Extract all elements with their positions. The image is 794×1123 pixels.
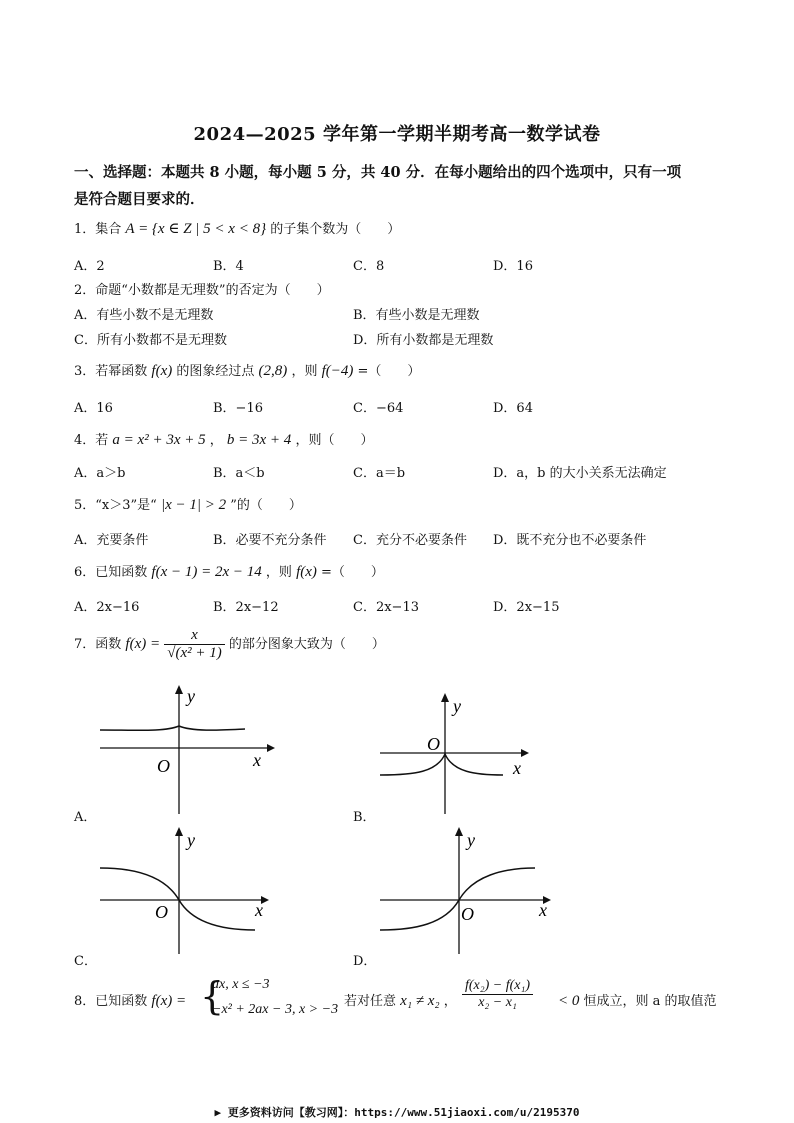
graph-a	[95, 684, 275, 819]
question-8-brace: {	[200, 974, 225, 1018]
question-8-prefix: 8．已知函数 f(x) =	[74, 993, 187, 1009]
question-2-option-c: C．所有小数都不是无理数	[74, 333, 227, 348]
question-5-option-c: C．充分不必要条件	[353, 533, 467, 548]
graph-c-origin-label: O	[155, 902, 168, 922]
question-3-option-a: A．16	[74, 401, 113, 416]
question-1-option-d: D．16	[493, 259, 533, 274]
question-5-option-a: A．充要条件	[74, 533, 149, 548]
graph-a-origin-label: O	[157, 756, 170, 776]
question-4-option-d: D．a，b 的大小关系无法确定	[493, 466, 667, 481]
question-8-condition: 若对任意 x₁ ≠ x₂ ，	[344, 993, 457, 1009]
question-4-option-c: C．a＝b	[353, 466, 406, 481]
question-7-stem: 7．函数 f(x) = $\frac{x}{\text{√(x² + 1)}}$ 的部分图象大致为（ ）	[74, 627, 385, 661]
question-8-piece-2: −x² + 2ax − 3, x > −3	[212, 1002, 339, 1017]
question-1-option-b: B．4	[213, 259, 244, 274]
question-1-option-c: C．8	[353, 259, 385, 274]
question-6-option-c: C．2x−13	[353, 600, 419, 615]
graph-a-x-label: x	[253, 750, 261, 770]
question-4-option-b: B．a＜b	[213, 466, 265, 481]
graph-d-label: D．	[353, 954, 377, 969]
section-heading-line1: 一、选择题：本题共 8 小题，每小题 5 分，共 40 分．在每小题给出的四个选项中，只有一项	[74, 164, 682, 181]
question-5-stem: 5．“x＞3”是“ |x − 1| > 2 ”的（ ）	[74, 497, 302, 513]
graph-b	[375, 692, 535, 817]
graph-a-label: A．	[74, 810, 97, 825]
question-8-suffix: < 0 恒成立，则 a 的取值范	[558, 993, 717, 1009]
question-6-stem: 6．已知函数 f(x − 1) = 2x − 14 ，则 f(x) =（ ）	[74, 564, 384, 580]
question-6-option-a: A．2x−16	[74, 600, 140, 615]
footer-link[interactable]: ▶ 更多资料访问【教习网】：https://www.51jiaoxi.com/u/2195370	[214, 1106, 580, 1119]
question-1-stem: 1．集合 A = {x ∈ Z | 5 < x < 8} 的子集个数为（ ）	[74, 221, 401, 237]
question-2-stem: 2．命题“小数都是无理数”的否定为（ ）	[74, 283, 330, 298]
question-2-option-a: A．有些小数不是无理数	[74, 308, 214, 323]
question-3-option-d: D．64	[493, 401, 533, 416]
section-heading	[74, 159, 729, 213]
graph-b-origin-label: O	[427, 734, 440, 754]
question-4-stem: 4．若 a = x² + 3x + 5 ， b = 3x + 4 ，则（ ）	[74, 432, 374, 448]
graph-b-y-label: y	[453, 696, 461, 716]
graph-a-y-label: y	[187, 686, 195, 706]
graph-c-y-label: y	[187, 830, 195, 850]
question-7-fraction: $\frac{x}{\text{√(x² + 1)}}$	[164, 627, 225, 662]
question-5-option-d: D．既不充分也不必要条件	[493, 533, 647, 548]
question-3-stem: 3．若幂函数 f(x) 的图象经过点 (2,8) ，则 f(−4) =（ ）	[74, 363, 421, 379]
question-5-option-b: B．必要不充分条件	[213, 533, 327, 548]
graph-c-x-label: x	[255, 900, 263, 920]
graph-d-y-label: y	[467, 830, 475, 850]
graph-c	[95, 826, 275, 956]
exam-title: 2024—2025 学年第一学期半期考高一数学试卷	[193, 124, 601, 145]
question-6-option-d: D．2x−15	[493, 600, 560, 615]
question-1-option-a: A．2	[74, 259, 105, 274]
section-heading-line2: 是符合题目要求的．	[74, 191, 205, 208]
question-3-option-b: B．−16	[213, 401, 263, 416]
question-2-option-b: B．有些小数是无理数	[353, 308, 480, 323]
graph-d-x-label: x	[539, 900, 547, 920]
question-4-option-a: A．a＞b	[74, 466, 126, 481]
graph-d	[375, 826, 555, 956]
question-3-option-c: C．−64	[353, 401, 404, 416]
question-8-fraction: $\frac{\text{f(x₂) − f(x₁)}}{\text{x₂ − x₁}}$	[462, 978, 533, 1011]
graph-c-label: C．	[74, 954, 97, 969]
question-2-option-d: D．所有小数都是无理数	[353, 333, 494, 348]
graph-d-origin-label: O	[461, 904, 474, 924]
graph-b-x-label: x	[513, 758, 521, 778]
question-8-piece-1: ax, x ≤ −3	[212, 977, 270, 992]
graph-b-label: B．	[353, 810, 376, 825]
question-6-option-b: B．2x−12	[213, 600, 279, 615]
